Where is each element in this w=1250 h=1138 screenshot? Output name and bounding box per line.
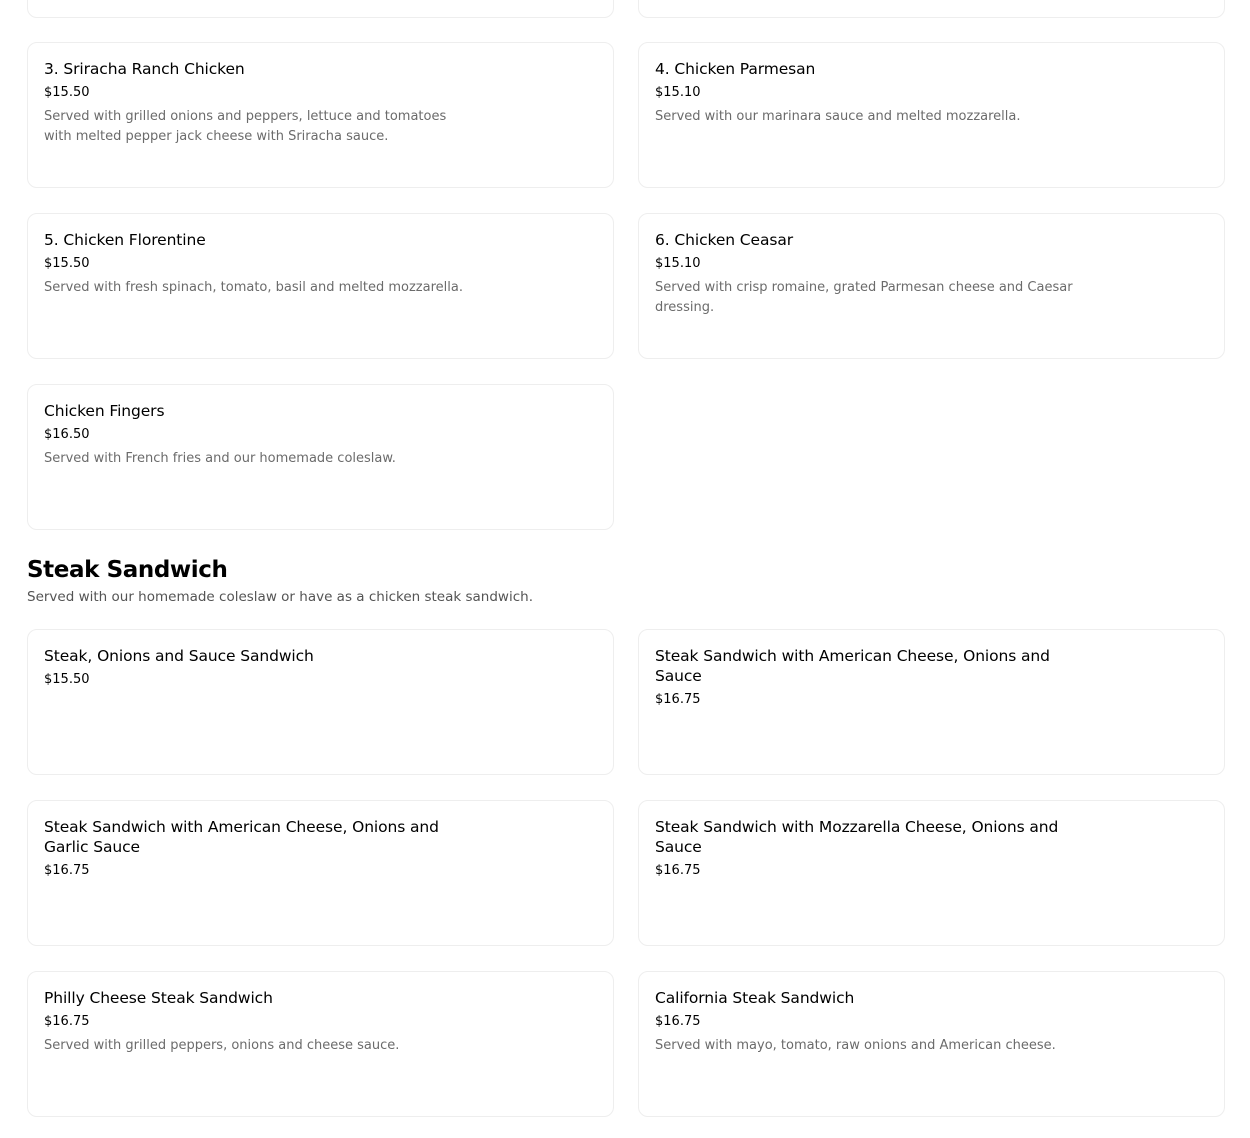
menu-item-description: Served with grilled onions and peppers, lettuce and tomatoes with melted pepper jack cheese with Sriracha sauce. bbox=[44, 109, 447, 144]
menu-item-price: $15.10 bbox=[655, 256, 701, 271]
menu-item-card[interactable] bbox=[638, 213, 1225, 359]
menu-item-card[interactable] bbox=[638, 800, 1225, 946]
menu-item-price: $16.75 bbox=[44, 1014, 90, 1029]
menu-item-name: 5. Chicken Florentine bbox=[44, 231, 206, 249]
menu-item-card[interactable] bbox=[638, 629, 1225, 775]
menu-item-name: Steak Sandwich with American Cheese, Onions and Sauce bbox=[655, 647, 1050, 685]
menu-item-card[interactable] bbox=[27, 800, 614, 946]
section-description: Served with our homemade coleslaw or have as a chicken steak sandwich. bbox=[27, 589, 533, 605]
menu-item-price: $15.10 bbox=[655, 85, 701, 100]
menu-item-name: Philly Cheese Steak Sandwich bbox=[44, 989, 273, 1007]
menu-item-description: Served with fresh spinach, tomato, basil and melted mozzarella. bbox=[44, 280, 463, 295]
menu-item-card[interactable] bbox=[638, 42, 1225, 188]
menu-item-price: $15.50 bbox=[44, 256, 90, 271]
menu-item-description: Served with our marinara sauce and melted mozzarella. bbox=[655, 109, 1021, 124]
menu-item-price: $15.50 bbox=[44, 672, 90, 687]
menu-item-name: 6. Chicken Ceasar bbox=[655, 231, 794, 249]
menu-item-name: Steak, Onions and Sauce Sandwich bbox=[44, 647, 314, 665]
menu-item-price: $16.75 bbox=[655, 863, 701, 878]
menu-item-price: $16.75 bbox=[655, 1014, 701, 1029]
menu-item-card[interactable] bbox=[638, 971, 1225, 1117]
menu-item-name: 4. Chicken Parmesan bbox=[655, 60, 816, 78]
menu-item-card[interactable] bbox=[27, 0, 614, 18]
menu-item-name: Chicken Fingers bbox=[44, 402, 165, 420]
menu-item-name: Steak Sandwich with American Cheese, Onions and Garlic Sauce bbox=[44, 818, 439, 856]
menu-item-description: Served with French fries and our homemade coleslaw. bbox=[44, 451, 396, 466]
menu-item-price: $16.75 bbox=[44, 863, 90, 878]
menu-item-name: 3. Sriracha Ranch Chicken bbox=[44, 60, 245, 78]
menu-item-name: Steak Sandwich with Mozzarella Cheese, Onions and Sauce bbox=[655, 818, 1059, 856]
menu-item-card[interactable] bbox=[27, 384, 614, 530]
menu-item-card[interactable] bbox=[27, 213, 614, 359]
menu-item-card[interactable] bbox=[27, 971, 614, 1117]
menu-item-price: $16.75 bbox=[655, 692, 701, 707]
section-title: Steak Sandwich bbox=[27, 557, 228, 583]
menu-item-card[interactable] bbox=[27, 629, 614, 775]
menu-item-price: $16.50 bbox=[44, 427, 90, 442]
menu-item-description: Served with crisp romaine, grated Parmesan cheese and Caesar dressing. bbox=[655, 280, 1073, 315]
menu-item-price: $15.50 bbox=[44, 85, 90, 100]
menu-item-name: California Steak Sandwich bbox=[655, 989, 855, 1007]
menu-item-description: Served with mayo, tomato, raw onions and American cheese. bbox=[655, 1038, 1056, 1053]
menu-item-card[interactable] bbox=[27, 42, 614, 188]
menu-item-card[interactable] bbox=[638, 0, 1225, 18]
menu-item-description: Served with grilled peppers, onions and cheese sauce. bbox=[44, 1038, 400, 1053]
